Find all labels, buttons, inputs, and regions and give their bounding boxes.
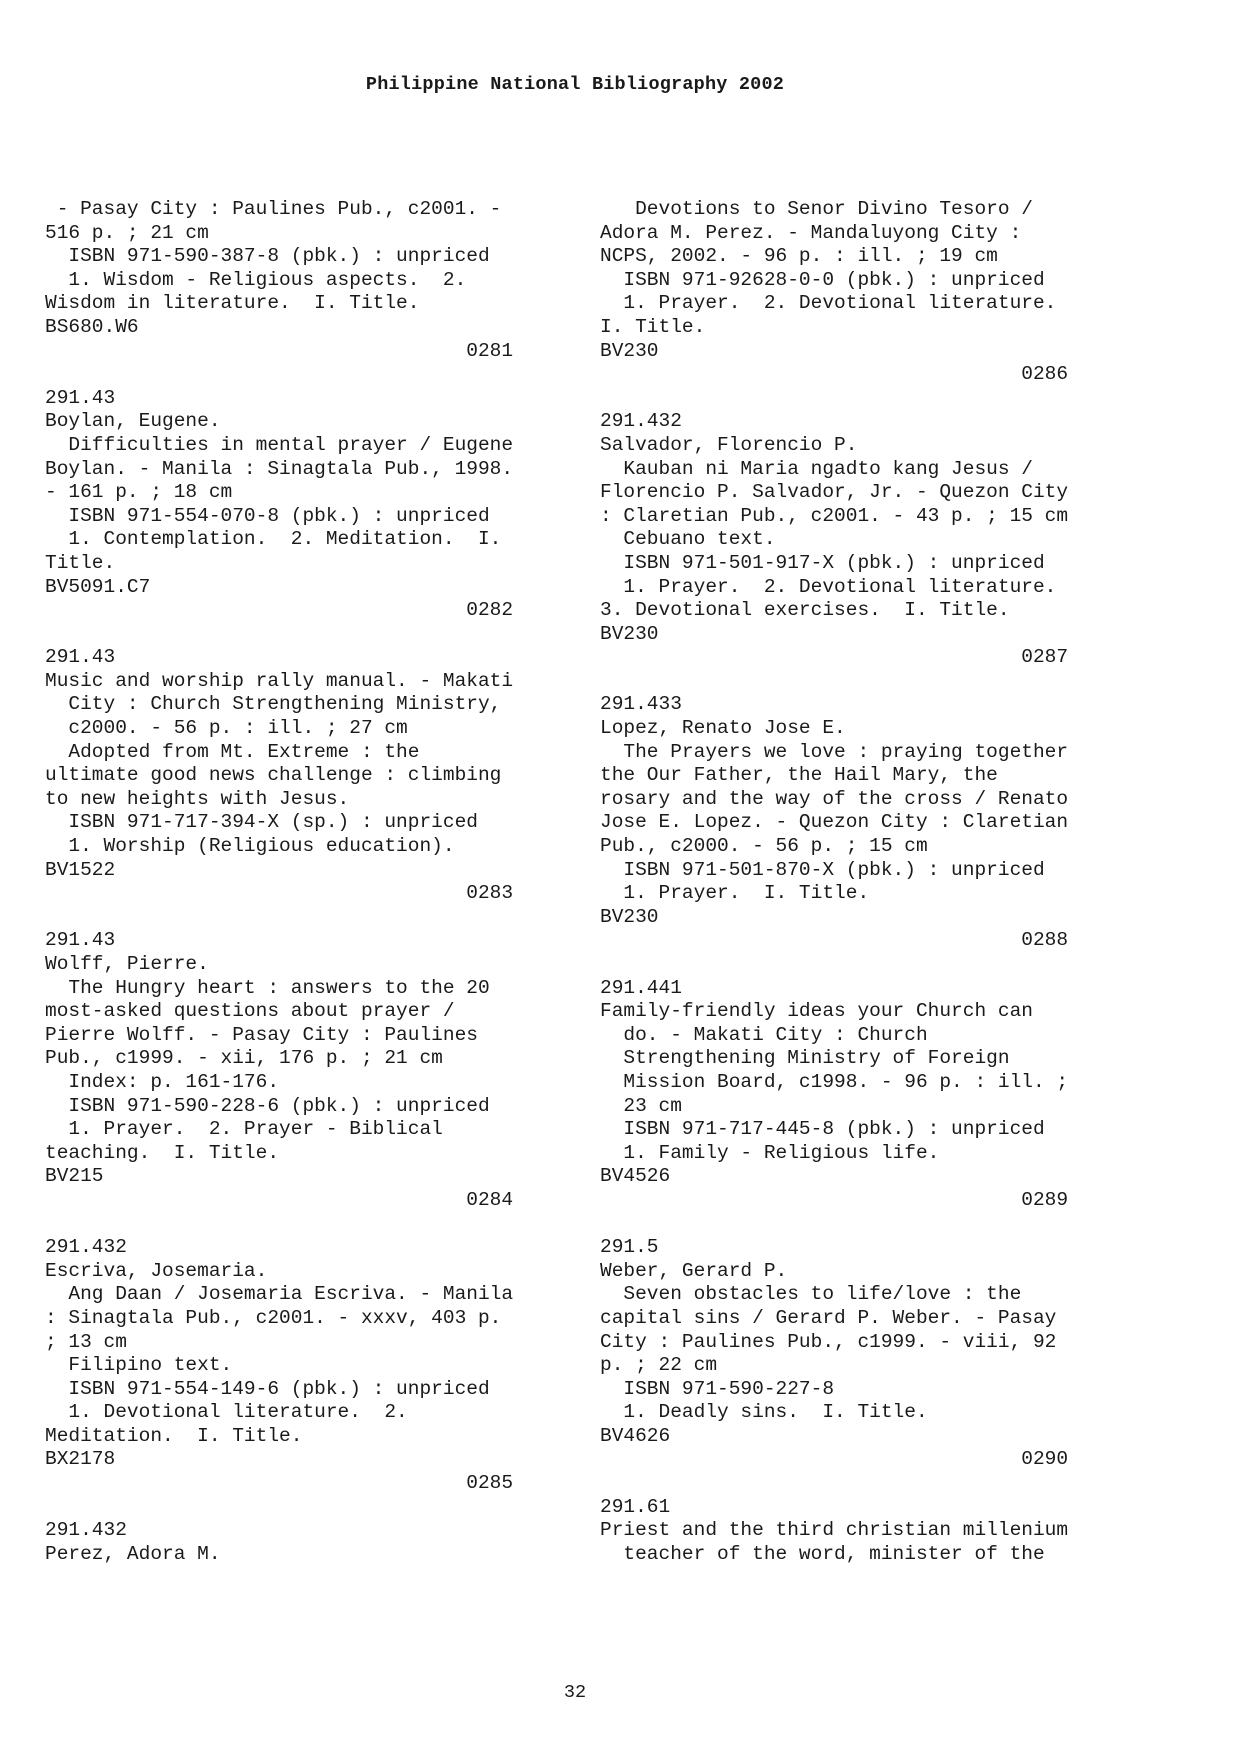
text-line xyxy=(600,953,1120,977)
text-line: BV230 xyxy=(600,339,659,362)
text-line xyxy=(600,1472,1120,1496)
text-line: 0288 xyxy=(600,929,1069,952)
text-line: 291.61 xyxy=(600,1495,671,1518)
right-column xyxy=(600,198,1120,1566)
text-line: Escriva, Josemaria. xyxy=(45,1259,268,1282)
text-line: Salvador, Florencio P. xyxy=(600,433,858,456)
text-line: 1. Prayer. 2. Devotional literature. xyxy=(600,575,1057,598)
text-line: - 161 p. ; 18 cm xyxy=(45,481,233,504)
text-line: 1. Deadly sins. I. Title. xyxy=(600,1401,928,1424)
text-line: Ang Daan / Josemaria Escriva. - Manila xyxy=(45,1283,514,1306)
text-line: 291.5 xyxy=(600,1236,659,1259)
text-line: 0281 xyxy=(45,339,514,362)
text-line: 516 p. ; 21 cm xyxy=(45,221,209,244)
text-line: City : Church Strengthening Ministry, xyxy=(45,693,502,716)
text-line: 1. Devotional literature. 2. xyxy=(45,1401,408,1424)
text-line: Devotions to Senor Divino Tesoro / xyxy=(600,198,1033,220)
text-line: Seven obstacles to life/love : the xyxy=(600,1283,1022,1306)
text-line: 291.432 xyxy=(45,1236,127,1259)
text-line: Florencio P. Salvador, Jr. - Quezon City xyxy=(600,481,1069,504)
text-line: Boylan, Eugene. xyxy=(45,410,221,433)
text-line: ISBN 971-501-917-X (pbk.) : unpriced xyxy=(600,551,1045,574)
text-line: 291.441 xyxy=(600,976,682,999)
text-line: Pub., c1999. - xii, 176 p. ; 21 cm xyxy=(45,1047,443,1070)
text-line: City : Paulines Pub., c1999. - viii, 92 xyxy=(600,1330,1057,1353)
text-line: Cebuano text. xyxy=(600,528,776,551)
text-line: 0282 xyxy=(45,599,514,622)
text-line: 0284 xyxy=(45,1188,514,1211)
text-line: The Prayers we love : praying together xyxy=(600,740,1069,763)
text-line xyxy=(45,1496,565,1520)
text-line: 1. Family - Religious life. xyxy=(600,1141,940,1164)
text-line: Meditation. I. Title. xyxy=(45,1424,303,1447)
text-line: 291.432 xyxy=(45,1519,127,1542)
text-line: 0286 xyxy=(600,363,1069,386)
text-line: BX2178 xyxy=(45,1448,116,1471)
text-line xyxy=(45,623,565,647)
text-line: Pub., c2000. - 56 p. ; 15 cm xyxy=(600,835,928,858)
page-number: 32 xyxy=(563,1682,587,1703)
text-line: 1. Wisdom - Religious aspects. 2. xyxy=(45,268,467,291)
text-line: : Sinagtala Pub., c2001. - xxxv, 403 p. xyxy=(45,1306,502,1329)
text-line xyxy=(45,363,565,387)
text-line: ISBN 971-92628-0-0 (pbk.) : unpriced xyxy=(600,268,1045,291)
text-line: do. - Makati City : Church xyxy=(600,1023,928,1046)
text-line: 1. Prayer. 2. Devotional literature. xyxy=(600,292,1057,315)
text-line: BV230 xyxy=(600,905,659,928)
text-line: Strengthening Ministry of Foreign xyxy=(600,1047,1010,1070)
text-line: most-asked questions about prayer / xyxy=(45,1000,455,1023)
text-line: Index: p. 161-176. xyxy=(45,1070,280,1093)
text-line: ISBN 971-554-149-6 (pbk.) : unpriced xyxy=(45,1377,490,1400)
text-line: 23 cm xyxy=(600,1094,682,1117)
text-line: 3. Devotional exercises. I. Title. xyxy=(600,599,1010,622)
text-line: teacher of the word, minister of the xyxy=(600,1542,1045,1565)
text-line: Pierre Wolff. - Pasay City : Paulines xyxy=(45,1023,478,1046)
text-line xyxy=(45,1213,565,1237)
text-line: 291.43 xyxy=(45,929,116,952)
text-line: Jose E. Lopez. - Quezon City : Claretian xyxy=(600,811,1069,834)
text-line: BS680.W6 xyxy=(45,315,139,338)
text-line: Lopez, Renato Jose E. xyxy=(600,717,846,740)
text-line: rosary and the way of the cross / Renato xyxy=(600,787,1069,810)
text-line: ISBN 971-554-070-8 (pbk.) : unpriced xyxy=(45,504,490,527)
text-line: Wisdom in literature. I. Title. xyxy=(45,292,420,315)
text-line: I. Title. xyxy=(600,315,706,338)
text-line: 1. Contemplation. 2. Meditation. I. xyxy=(45,528,502,551)
text-line: Adora M. Perez. - Mandaluyong City : xyxy=(600,221,1022,244)
text-line: ultimate good news challenge : climbing xyxy=(45,764,502,787)
text-line: BV215 xyxy=(45,1165,104,1188)
text-line: : Claretian Pub., c2001. - 43 p. ; 15 cm xyxy=(600,504,1069,527)
text-line: Perez, Adora M. xyxy=(45,1542,221,1565)
text-line: Kauban ni Maria ngadto kang Jesus / xyxy=(600,457,1033,480)
text-line: 0287 xyxy=(600,646,1069,669)
text-line: 0289 xyxy=(600,1188,1069,1211)
text-line: ISBN 971-501-870-X (pbk.) : unpriced xyxy=(600,858,1045,881)
text-line xyxy=(600,1213,1120,1237)
text-line: Filipino text. xyxy=(45,1354,233,1377)
text-line: BV1522 xyxy=(45,858,116,881)
text-line: Music and worship rally manual. - Makati xyxy=(45,669,514,692)
text-line xyxy=(600,387,1120,411)
text-line: Weber, Gerard P. xyxy=(600,1259,788,1282)
text-line: ISBN 971-717-445-8 (pbk.) : unpriced xyxy=(600,1118,1045,1141)
text-line: 1. Worship (Religious education). xyxy=(45,835,455,858)
text-line: 0285 xyxy=(45,1472,514,1495)
text-line: Adopted from Mt. Extreme : the xyxy=(45,740,420,763)
text-line: Family-friendly ideas your Church can xyxy=(600,1000,1033,1023)
text-line: The Hungry heart : answers to the 20 xyxy=(45,976,490,999)
text-line: 0290 xyxy=(600,1448,1069,1471)
text-line xyxy=(45,906,565,930)
text-line: 291.43 xyxy=(45,386,116,409)
text-line: Wolff, Pierre. xyxy=(45,953,209,975)
page-title: Philippine National Bibliography 2002 xyxy=(365,74,785,95)
text-line: 291.433 xyxy=(600,693,682,716)
text-line: teaching. I. Title. xyxy=(45,1141,280,1164)
text-line: 291.43 xyxy=(45,646,116,669)
text-line xyxy=(600,670,1120,694)
text-line: ISBN 971-590-387-8 (pbk.) : unpriced xyxy=(45,245,490,268)
text-line: BV4526 xyxy=(600,1165,671,1188)
text-line: BV230 xyxy=(600,622,659,645)
text-line: NCPS, 2002. - 96 p. : ill. ; 19 cm xyxy=(600,245,998,268)
text-line: 0283 xyxy=(45,882,514,905)
text-line: c2000. - 56 p. : ill. ; 27 cm xyxy=(45,717,408,740)
text-line: capital sins / Gerard P. Weber. - Pasay xyxy=(600,1306,1057,1329)
text-line: BV4626 xyxy=(600,1424,671,1447)
text-line: the Our Father, the Hail Mary, the xyxy=(600,764,998,787)
text-line: to new heights with Jesus. xyxy=(45,787,350,810)
text-line: Title. xyxy=(45,551,116,574)
text-line: Mission Board, c1998. - 96 p. : ill. ; xyxy=(600,1070,1069,1093)
text-line: BV5091.C7 xyxy=(45,575,151,598)
left-column xyxy=(45,198,565,1566)
text-line: ISBN 971-590-228-6 (pbk.) : unpriced xyxy=(45,1094,490,1117)
text-line: Difficulties in mental prayer / Eugene xyxy=(45,433,514,456)
text-line: - Pasay City : Paulines Pub., c2001. - xyxy=(45,198,502,220)
text-line: Priest and the third christian millenium xyxy=(600,1519,1069,1542)
text-line: 1. Prayer. I. Title. xyxy=(600,882,870,905)
text-line: ISBN 971-717-394-X (sp.) : unpriced xyxy=(45,811,478,834)
text-line: 291.432 xyxy=(600,410,682,433)
text-line: ; 13 cm xyxy=(45,1330,127,1353)
text-line: ISBN 971-590-227-8 xyxy=(600,1377,835,1400)
text-line: p. ; 22 cm xyxy=(600,1354,718,1377)
text-line: Boylan. - Manila : Sinagtala Pub., 1998. xyxy=(45,457,514,480)
text-line: 1. Prayer. 2. Prayer - Biblical xyxy=(45,1118,443,1141)
